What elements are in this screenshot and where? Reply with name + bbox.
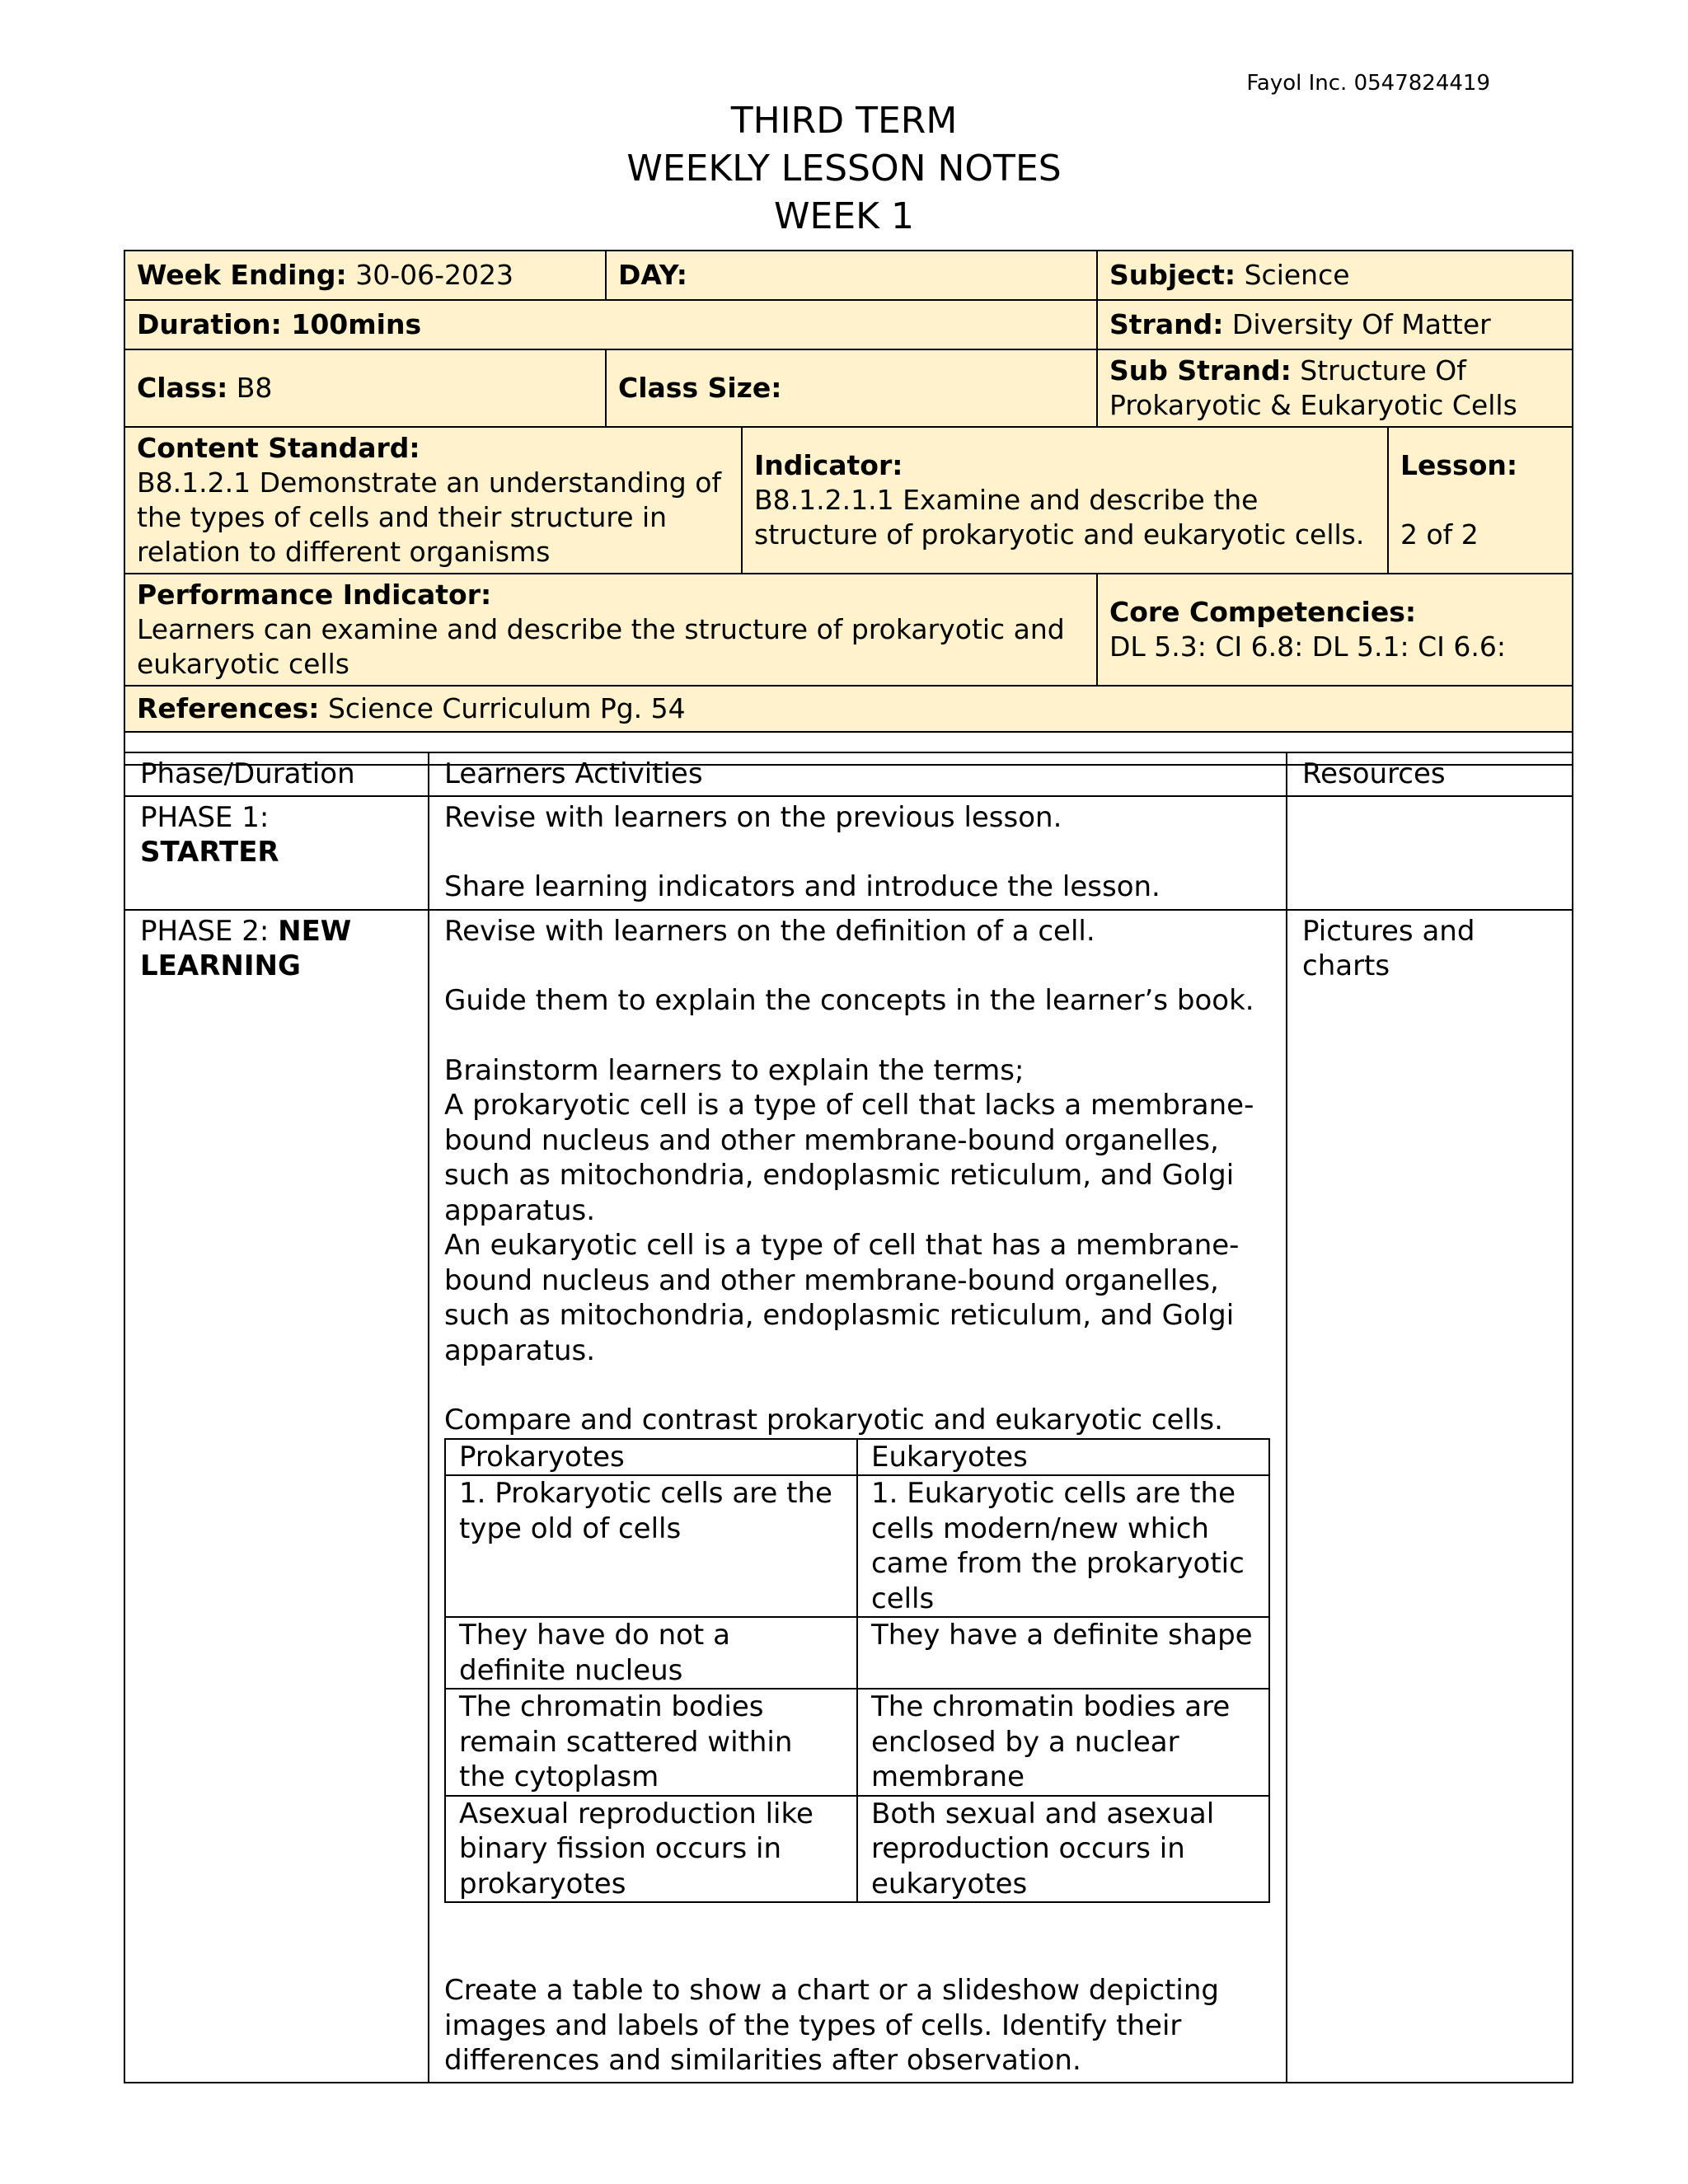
comparison-header-prokaryotes: Prokaryotes [445,1439,857,1476]
lesson-activities-table [124,752,1573,2083]
comparison-cell: They have a definite shape [857,1617,1269,1689]
references-value: Science Curriculum Pg. 54 [327,692,686,724]
comparison-cell: Asexual reproduction like binary fission occurs in prokaryotes [445,1796,857,1903]
phase2-name: NEW LEARNING [140,914,352,982]
compare-instruction: Compare and contrast prokaryotic and eukaryotic cells. [444,1404,1223,1436]
phase1-activity: Revise with learners on the previous lesson. [444,800,1062,834]
comparison-row [445,1796,1269,1903]
subject-cell: Subject: Science [1097,251,1573,300]
phase1-activity: Share learning indicators and introduce the lesson. [444,870,1160,903]
phase2-guide: Guide them to explain the concepts in the learner’s book. [444,984,1254,1017]
class-value: B8 [236,372,273,404]
sub-strand-value: Structure Of Prokaryotic & Eukaryotic Cells [1109,354,1517,421]
content-standard-value: B8.1.2.1 Demonstrate an understanding of the types of cells and their structure in relation to different organisms [137,466,722,568]
lesson-cell: Lesson: 2 of 2 [1388,427,1573,574]
term-title: THIRD TERM [730,100,958,142]
strand-value: Diversity Of Matter [1231,308,1491,340]
week-ending-cell: Week Ending: 30-06-2023 [124,251,606,300]
lesson-value: 2 of 2 [1400,518,1479,551]
comparison-cell: Both sexual and asexual reproduction occurs in eukaryotes [857,1796,1269,1903]
day-cell: DAY: [606,251,1097,300]
duration-cell: Duration: 100mins [124,300,1097,349]
indicator-value: B8.1.2.1.1 Examine and describe the structure of prokaryotic and eukaryotic cells. [754,484,1365,551]
company-contact: Fayol Inc. 0547824419 [1246,71,1490,96]
core-competencies-cell: Core Competencies: DL 5.3: CI 6.8: DL 5.1: CI 6.6: [1097,574,1573,686]
performance-indicator-cell: Performance Indicator: Learners can examine and describe the structure of prokaryotic and eukaryotic cells [124,574,1097,686]
comparison-row [445,1689,1269,1796]
sub-strand-cell: Sub Strand: Structure Of Prokaryotic & Eukaryotic Cells [1097,349,1573,427]
phase2-task: Create a table to show a chart or a slideshow depicting images and labels of the types of cells. Identify their differences and similarities after observation. [444,1974,1219,2077]
comparison-cell: They have do not a definite nucleus [445,1617,857,1689]
lesson-info-table [124,250,1573,766]
class-size-cell: Class Size: [606,349,1097,427]
header-phase: Phase/Duration [124,752,429,796]
comparison-cell: 1. Prokaryotic cells are the type old of cells [445,1475,857,1617]
document-title [0,97,1688,241]
comparison-cell: The chromatin bodies remain scattered within the cytoplasm [445,1689,857,1796]
header-resources: Resources [1287,752,1573,796]
strand-cell: Strand: Diversity Of Matter [1097,300,1573,349]
phase1-name: STARTER [140,836,279,869]
phase1-resources [1287,796,1573,910]
class-cell: Class: B8 [124,349,606,427]
header-activities: Learners Activities [429,752,1287,796]
subject-value: Science [1244,259,1350,291]
comparison-header-eukaryotes: Eukaryotes [857,1439,1269,1476]
indicator-cell: Indicator: B8.1.2.1.1 Examine and describe the structure of prokaryotic and eukaryotic cells. [742,427,1388,574]
comparison-cell: The chromatin bodies are enclosed by a nuclear membrane [857,1689,1269,1796]
references-cell: References: Science Curriculum Pg. 54 [124,686,1573,732]
phase2-activities [429,910,1287,2083]
core-competencies-value: DL 5.3: CI 6.8: DL 5.1: CI 6.6: [1109,630,1506,663]
phase2-resources: Pictures and charts [1287,910,1573,2083]
phase2-brainstorm: Brainstorm learners to explain the terms; [444,1053,1025,1087]
phase1-activities [429,796,1287,910]
prokaryotic-definition: A prokaryotic cell is a type of cell that lacks a membrane-bound nucleus and other membrane-bound organelles, such as mitochondria, endoplasmic reticulum, and Golgi apparatus. [444,1089,1254,1227]
notes-title: WEEKLY LESSON NOTES [626,148,1062,190]
comparison-cell: 1. Eukaryotic cells are the cells modern/new which came from the prokaryotic cells [857,1475,1269,1617]
phase1-cell: PHASE 1: STARTER [124,796,429,910]
content-standard-cell: Content Standard: B8.1.2.1 Demonstrate an understanding of the types of cells and their structure in relation to different organisms [124,427,742,574]
phase2-intro: Revise with learners on the definition of a cell. [444,914,1095,948]
performance-indicator-value: Learners can examine and describe the structure of prokaryotic and eukaryotic cells [137,613,1065,680]
comparison-row [445,1617,1269,1689]
week-title: WEEK 1 [774,195,914,237]
eukaryotic-definition: An eukaryotic cell is a type of cell that has a membrane-bound nucleus and other membrane-bound organelles, such as mitochondria, endoplasmic reticulum, and Golgi apparatus. [444,1229,1240,1367]
week-ending-value: 30-06-2023 [355,259,513,291]
comparison-row [445,1475,1269,1617]
comparison-table [444,1438,1270,1904]
phase2-cell: PHASE 2: NEW LEARNING [124,910,429,2083]
